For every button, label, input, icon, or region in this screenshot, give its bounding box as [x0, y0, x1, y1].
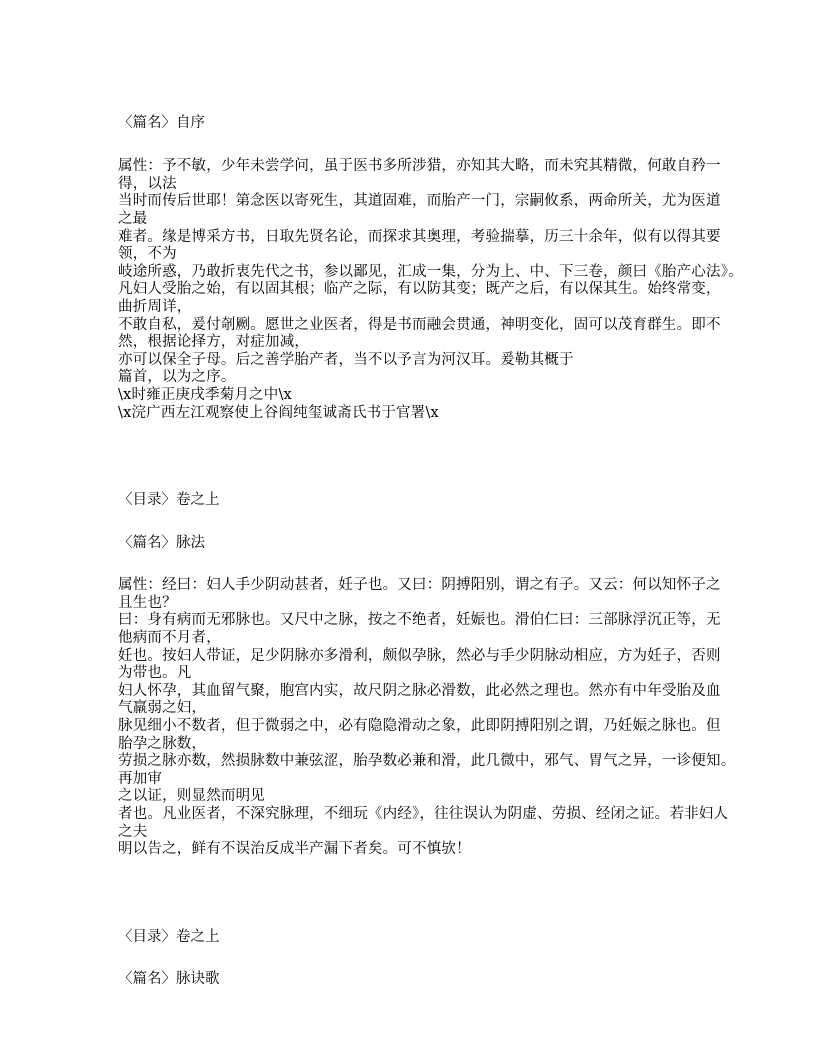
- section-title: 〈篇名〉脉法: [118, 534, 205, 551]
- text-line: 妊也。按妇人带证，足少阴脉亦多滑利，颇似孕脉，然必与手少阴脉动相应，方为妊子，否则: [118, 647, 721, 664]
- section-body: [118, 158, 743, 422]
- text-line: \x浣广西左江观察使上谷阎纯玺诚斋氏书于官署\x: [118, 404, 439, 421]
- text-line: 篇首，以为之序。: [118, 369, 236, 386]
- section-title: 〈篇名〉脉诀歌: [118, 971, 220, 988]
- text-line: 领，不为: [118, 246, 177, 263]
- text-line: 之以证，则显然而明见: [118, 788, 265, 805]
- text-line: 脉见细小不数者，但于微弱之中，必有隐隐滑动之象，此即阴搏阳别之谓，乃妊娠之脉也。但: [118, 718, 721, 735]
- text-line: 然，根据论择方，对症加减，: [118, 334, 310, 351]
- section-pulse-method: [118, 492, 736, 859]
- text-line: 当时而传后世耶！第念医以寄死生，其道固难，而胎产一门，宗嗣攸系，两命所关，尤为医道: [118, 193, 721, 210]
- catalog-label: 〈目录〉卷之上: [118, 492, 220, 509]
- text-line: 气羸弱之妇，: [118, 700, 207, 717]
- text-line: 曰：身有病而无邪脉也。又尺中之脉，按之不绝者，妊娠也。滑伯仁曰：三部脉浮沉正等，无: [118, 612, 721, 629]
- text-line: 得，以法: [118, 175, 177, 192]
- text-line: 为带也。凡: [118, 665, 192, 682]
- section-preface: [118, 115, 743, 422]
- text-line: 凡妇人受胎之始，有以固其根；临产之际，有以防其变；既产之后，有以保其生。始终常变，: [118, 281, 721, 298]
- text-line: 属性：经曰：妇人手少阴动甚者，妊子也。又曰：阴搏阳别，谓之有子。又云：何以知怀子之: [118, 577, 721, 594]
- section-pulse-song: [118, 929, 708, 989]
- text-line: 且生也？: [118, 594, 177, 611]
- text-line: 岐途所惑，乃敢折衷先代之书，参以鄙见，汇成一集，分为上、中、下三卷，颜曰《胎产心法》。: [118, 263, 743, 280]
- text-line: 再加审: [118, 770, 163, 787]
- text-line: 者也。凡业医者，不深究脉理，不细玩《内经》，往往误认为阴虚、劳损、经闭之证。若非妇人: [118, 806, 729, 822]
- document-page: [118, 115, 743, 989]
- text-line: 不敢自私，爰付剞劂。愿世之业医者，得是书而融会贯通，神明变化，固可以茂育群生。即不: [118, 316, 721, 333]
- text-line: 妇人怀孕，其血留气聚，胞宫内实，故尺阴之脉必滑数，此必然之理也。然亦有中年受胎及血: [118, 682, 721, 699]
- section-title: 〈篇名〉自序: [118, 115, 205, 131]
- text-line: 曲折周详，: [118, 298, 192, 315]
- text-line: 亦可以保全子母。后之善学胎产者，当不以予言为河汉耳。爰勒其概于: [118, 351, 574, 368]
- text-line: 胎孕之脉数，: [118, 735, 207, 752]
- text-line: 劳损之脉亦数，然损脉数中兼弦涩，胎孕数必兼和滑，此几微中，邪气、胃气之异，一诊便知。: [118, 753, 736, 770]
- text-line: 属性：予不敏，少年未尝学问，虽于医书多所涉猎，亦知其大略，而未究其精微，何敢自矜一: [118, 158, 721, 175]
- text-line: 之最: [118, 210, 148, 227]
- text-line: 他病而不月者，: [118, 630, 221, 647]
- text-line: 明以告之，鲜有不误治反成半产漏下者矣。可不慎欤！: [118, 841, 471, 858]
- text-line: 难者。缘是博采方书，日取先贤名论，而探求其奥理，考验揣摹，历三十余年，似有以得其要: [118, 228, 721, 245]
- text-line: \x时雍正庚戌季菊月之中\x: [118, 386, 292, 403]
- catalog-label: 〈目录〉卷之上: [118, 928, 220, 945]
- text-line: 之夫: [118, 823, 148, 840]
- section-body: [118, 577, 736, 859]
